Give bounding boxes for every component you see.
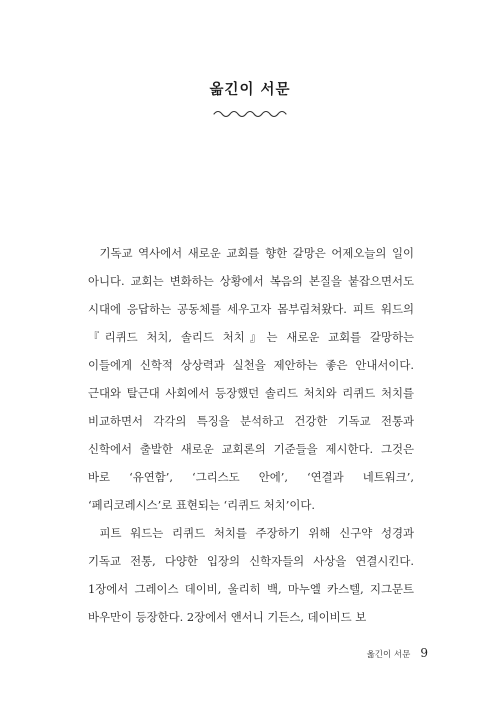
page-number: 9 (420, 646, 428, 660)
page-title: 옮긴이 서문 (209, 82, 291, 98)
page-footer (367, 646, 428, 660)
running-title: 옮긴이 서문 (366, 650, 411, 660)
paragraph: 기독교 역사에서 새로운 교회를 향한 갈망은 어제오늘의 일이 아니다. 교회는 변화하는 상황에서 복음의 본질을 붙잡으면서도 시대에 응답하는 공동체를 세우고자 몸부림쳐왔다. 피트 워드의 『리퀴드 처치, 솔리드 처치』는 새로운 교회를 갈망하는 이들에게 신학적 상상력과 실천을 제안하는 좋은 안내서이다. 근대와 탈근대 사회에서 등장했던 솔리드 처치와 리퀴드 처치를 비교하면서 각각의 특징을 분석하고 건강한 기독교 전통과 신학에서 출발한 새로운 교회론의 기준들을 제시한다. 그것은 바로 ‘유연함’, ‘그리스도 안에’, ‘연결과 네트워크’, ‘페리코레시스’로 표현되는 ‘리퀴드 처치’이다. (88, 246, 414, 512)
wave-ornament-icon (213, 108, 287, 118)
paragraph: 피트 워드는 리퀴드 처치를 주장하기 위해 신구약 성경과 기독교 전통, 다양한 입장의 신학자들의 사상을 연결시킨다. 1장에서 그레이스 데이비, 울리히 백, 마누엘 카스텔, 지그문트 바우만이 등장한다. 2장에서 앤서니 기든스, 데이비드 보 (88, 526, 414, 624)
body-text (88, 239, 414, 631)
